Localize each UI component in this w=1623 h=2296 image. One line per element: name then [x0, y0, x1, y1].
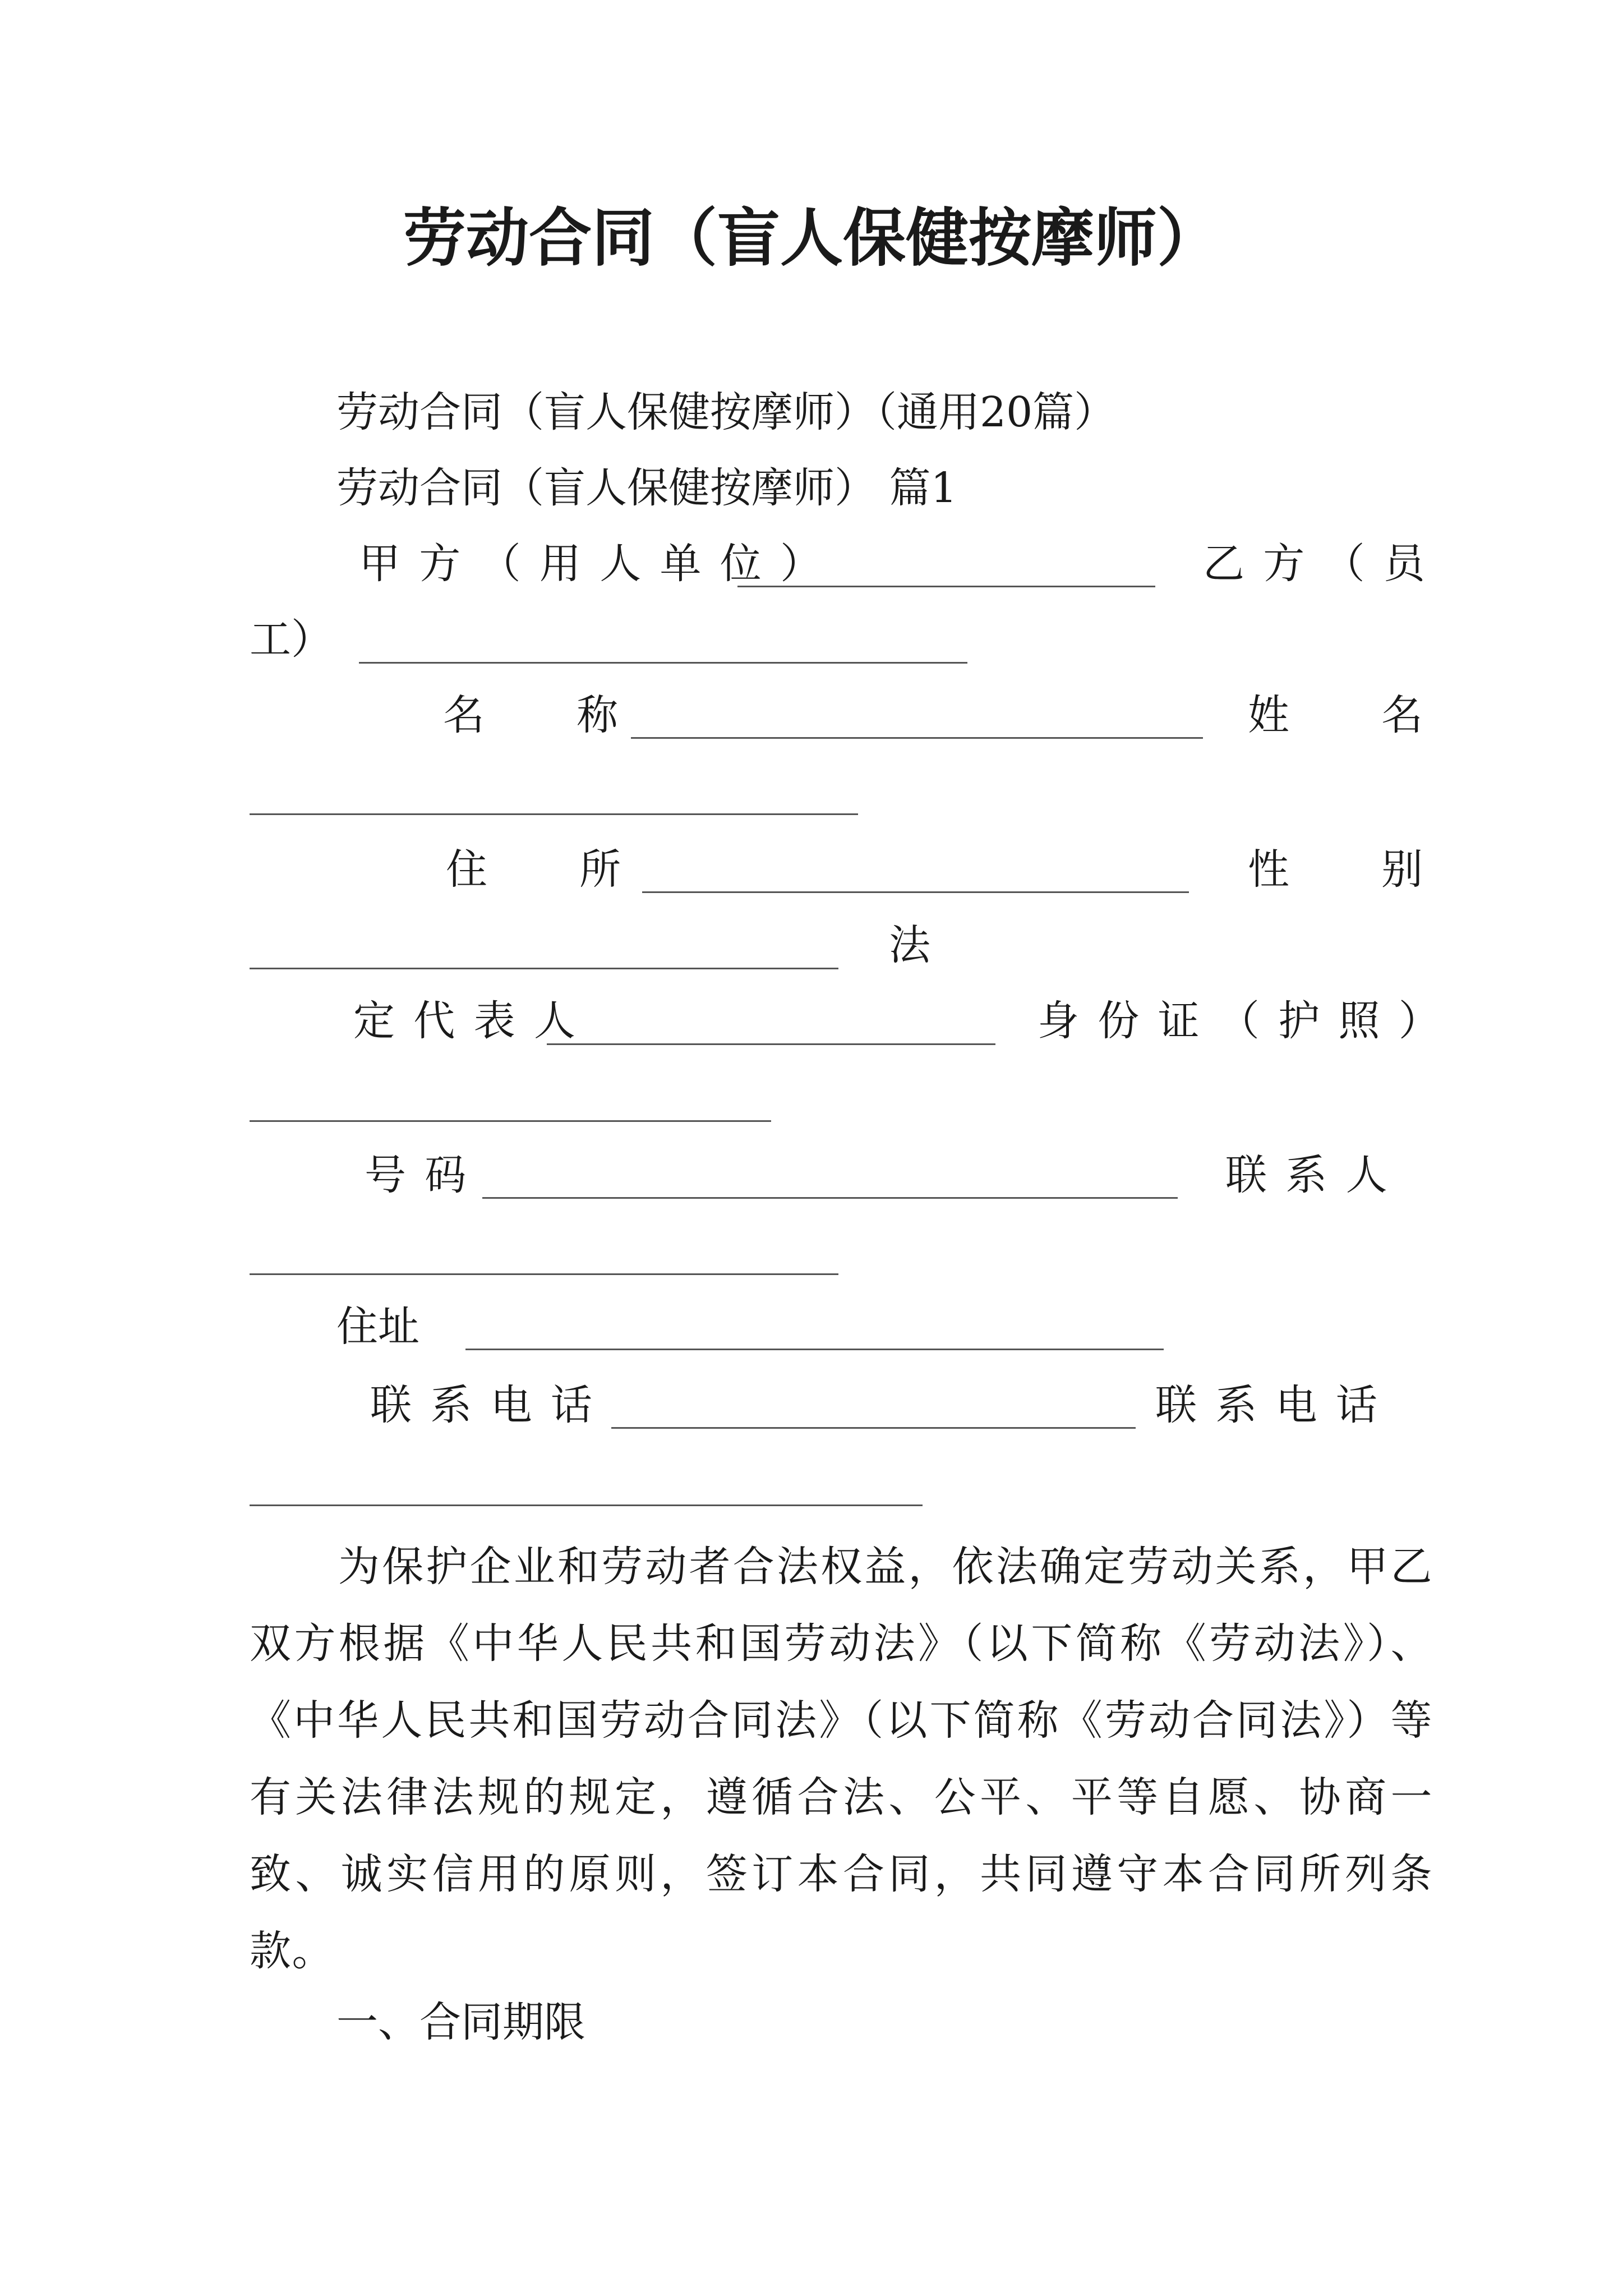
legal-rep-label-start: 法: [889, 921, 930, 969]
domicile-label: 住 所: [446, 845, 661, 894]
party-b-label-end: 工）: [250, 615, 333, 664]
fullname-label: 姓 名: [1248, 691, 1463, 739]
document-title: 劳动合同（盲人保健按摩师）: [403, 201, 1220, 275]
contact-person-label: 联系人: [1225, 1151, 1406, 1199]
document-subtitle: 劳动合同（盲人保健按摩师）（通用20篇）: [336, 388, 1116, 436]
party-a-label: 甲方（用人单位）: [359, 540, 841, 588]
gender-label: 性 别: [1248, 845, 1463, 894]
id-number-label: 号码: [365, 1151, 485, 1199]
id-number-blank: [482, 1197, 1178, 1199]
legal-rep-blank: [547, 1043, 995, 1045]
clause-heading-term: 一、合同期限: [336, 1998, 585, 2046]
name-blank: [631, 737, 1203, 739]
phone-blank-party-a: [611, 1427, 1136, 1429]
party-b-label-start: 乙方（员: [1203, 540, 1444, 588]
address-blank: [465, 1349, 1164, 1350]
contact-person-blank: [250, 1273, 838, 1275]
phone-label-party-a: 联系电话: [370, 1381, 611, 1429]
name-label: 名 称: [443, 691, 658, 739]
id-blank: [250, 1120, 771, 1122]
domicile-blank: [642, 891, 1189, 893]
id-label: 身份证（护照）: [1038, 997, 1459, 1045]
gender-blank: [250, 968, 838, 969]
party-a-blank: [737, 586, 1155, 587]
phone-label-party-b: 联系电话: [1155, 1381, 1396, 1429]
address-label: 住址: [336, 1303, 419, 1351]
legal-rep-label-end: 定代表人: [353, 997, 594, 1045]
intro-paragraph: 为保护企业和劳动者合法权益，依法确定劳动关系，甲乙双方根据《中华人民共和国劳动法》（以下简称《劳动法》）、《中华人民共和国劳动合同法》（以下简称《劳动合同法》）等有关法律法规的规定，遵循合法、公平、平等自愿、协商一致、诚实信用的原则，签订本合同，共同遵守本合同所列条款。: [250, 1543, 1433, 1975]
phone-blank-party-b: [250, 1504, 923, 1506]
section-title: 劳动合同（盲人保健按摩师） 篇1: [336, 464, 957, 512]
fullname-blank: [250, 813, 858, 815]
party-b-blank: [359, 662, 967, 664]
